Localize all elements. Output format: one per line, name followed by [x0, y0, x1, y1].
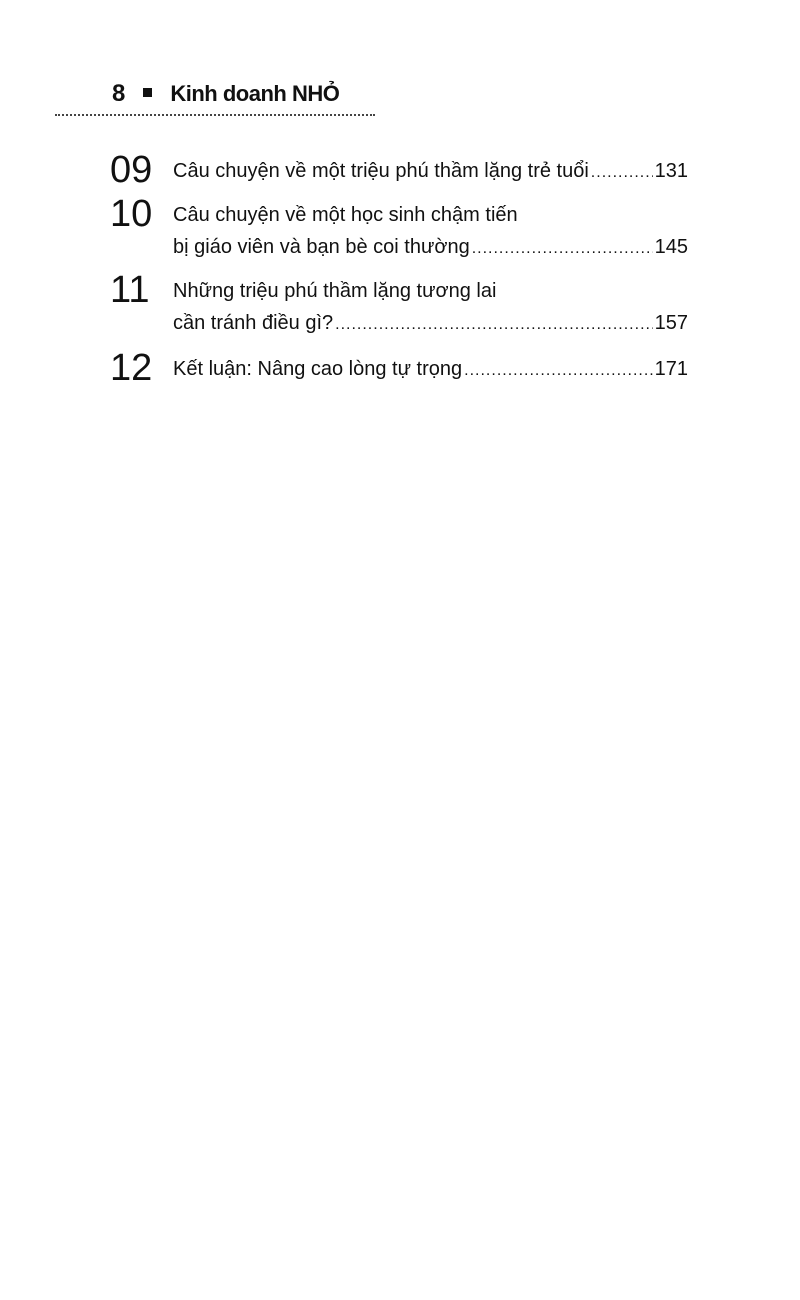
page-reference: 171: [654, 358, 688, 380]
toc-entry-09[interactable]: [110, 149, 688, 191]
page-number: 8: [112, 80, 126, 107]
book-title: Kinh doanh NHỎ: [170, 81, 340, 106]
page-reference: 131: [654, 160, 688, 182]
page-reference: 145: [654, 236, 688, 258]
page-reference: 157: [654, 312, 688, 334]
dot-leader: [591, 157, 653, 189]
toc-entry-11[interactable]: [110, 269, 688, 341]
chapter-title-line-1: Câu chuyện về một học sinh chậm tiến: [173, 204, 518, 226]
entry-line: [173, 275, 688, 307]
entry-line: [173, 199, 688, 231]
toc-entry-10[interactable]: [110, 193, 688, 265]
running-header: [112, 80, 339, 108]
entry-line: [173, 307, 688, 341]
header-dotted-rule: [55, 114, 375, 116]
dot-leader: [464, 355, 652, 387]
chapter-title-line-2: bị giáo viên và bạn bè coi thường: [173, 236, 470, 258]
chapter-title: Kết luận: Nâng cao lòng tự trọng: [173, 358, 463, 380]
dot-leader: [472, 233, 653, 265]
toc-entry-12[interactable]: [110, 347, 688, 389]
entry-line: [173, 155, 688, 189]
chapter-number: 09: [110, 149, 153, 191]
bullet-separator-icon: [143, 88, 152, 97]
table-of-contents: [110, 149, 688, 397]
chapter-number: 11: [110, 269, 150, 311]
chapter-title: Câu chuyện về một triệu phú thầm lặng trẻ tuổi: [173, 160, 589, 182]
entry-line: [173, 231, 688, 265]
dot-leader: [335, 309, 653, 341]
entry-line: [173, 353, 688, 387]
chapter-title-line-2: cần tránh điều gì?: [173, 312, 334, 334]
chapter-title-line-1: Những triệu phú thầm lặng tương lai: [173, 280, 497, 302]
chapter-number: 10: [110, 193, 153, 235]
chapter-number: 12: [110, 347, 153, 389]
